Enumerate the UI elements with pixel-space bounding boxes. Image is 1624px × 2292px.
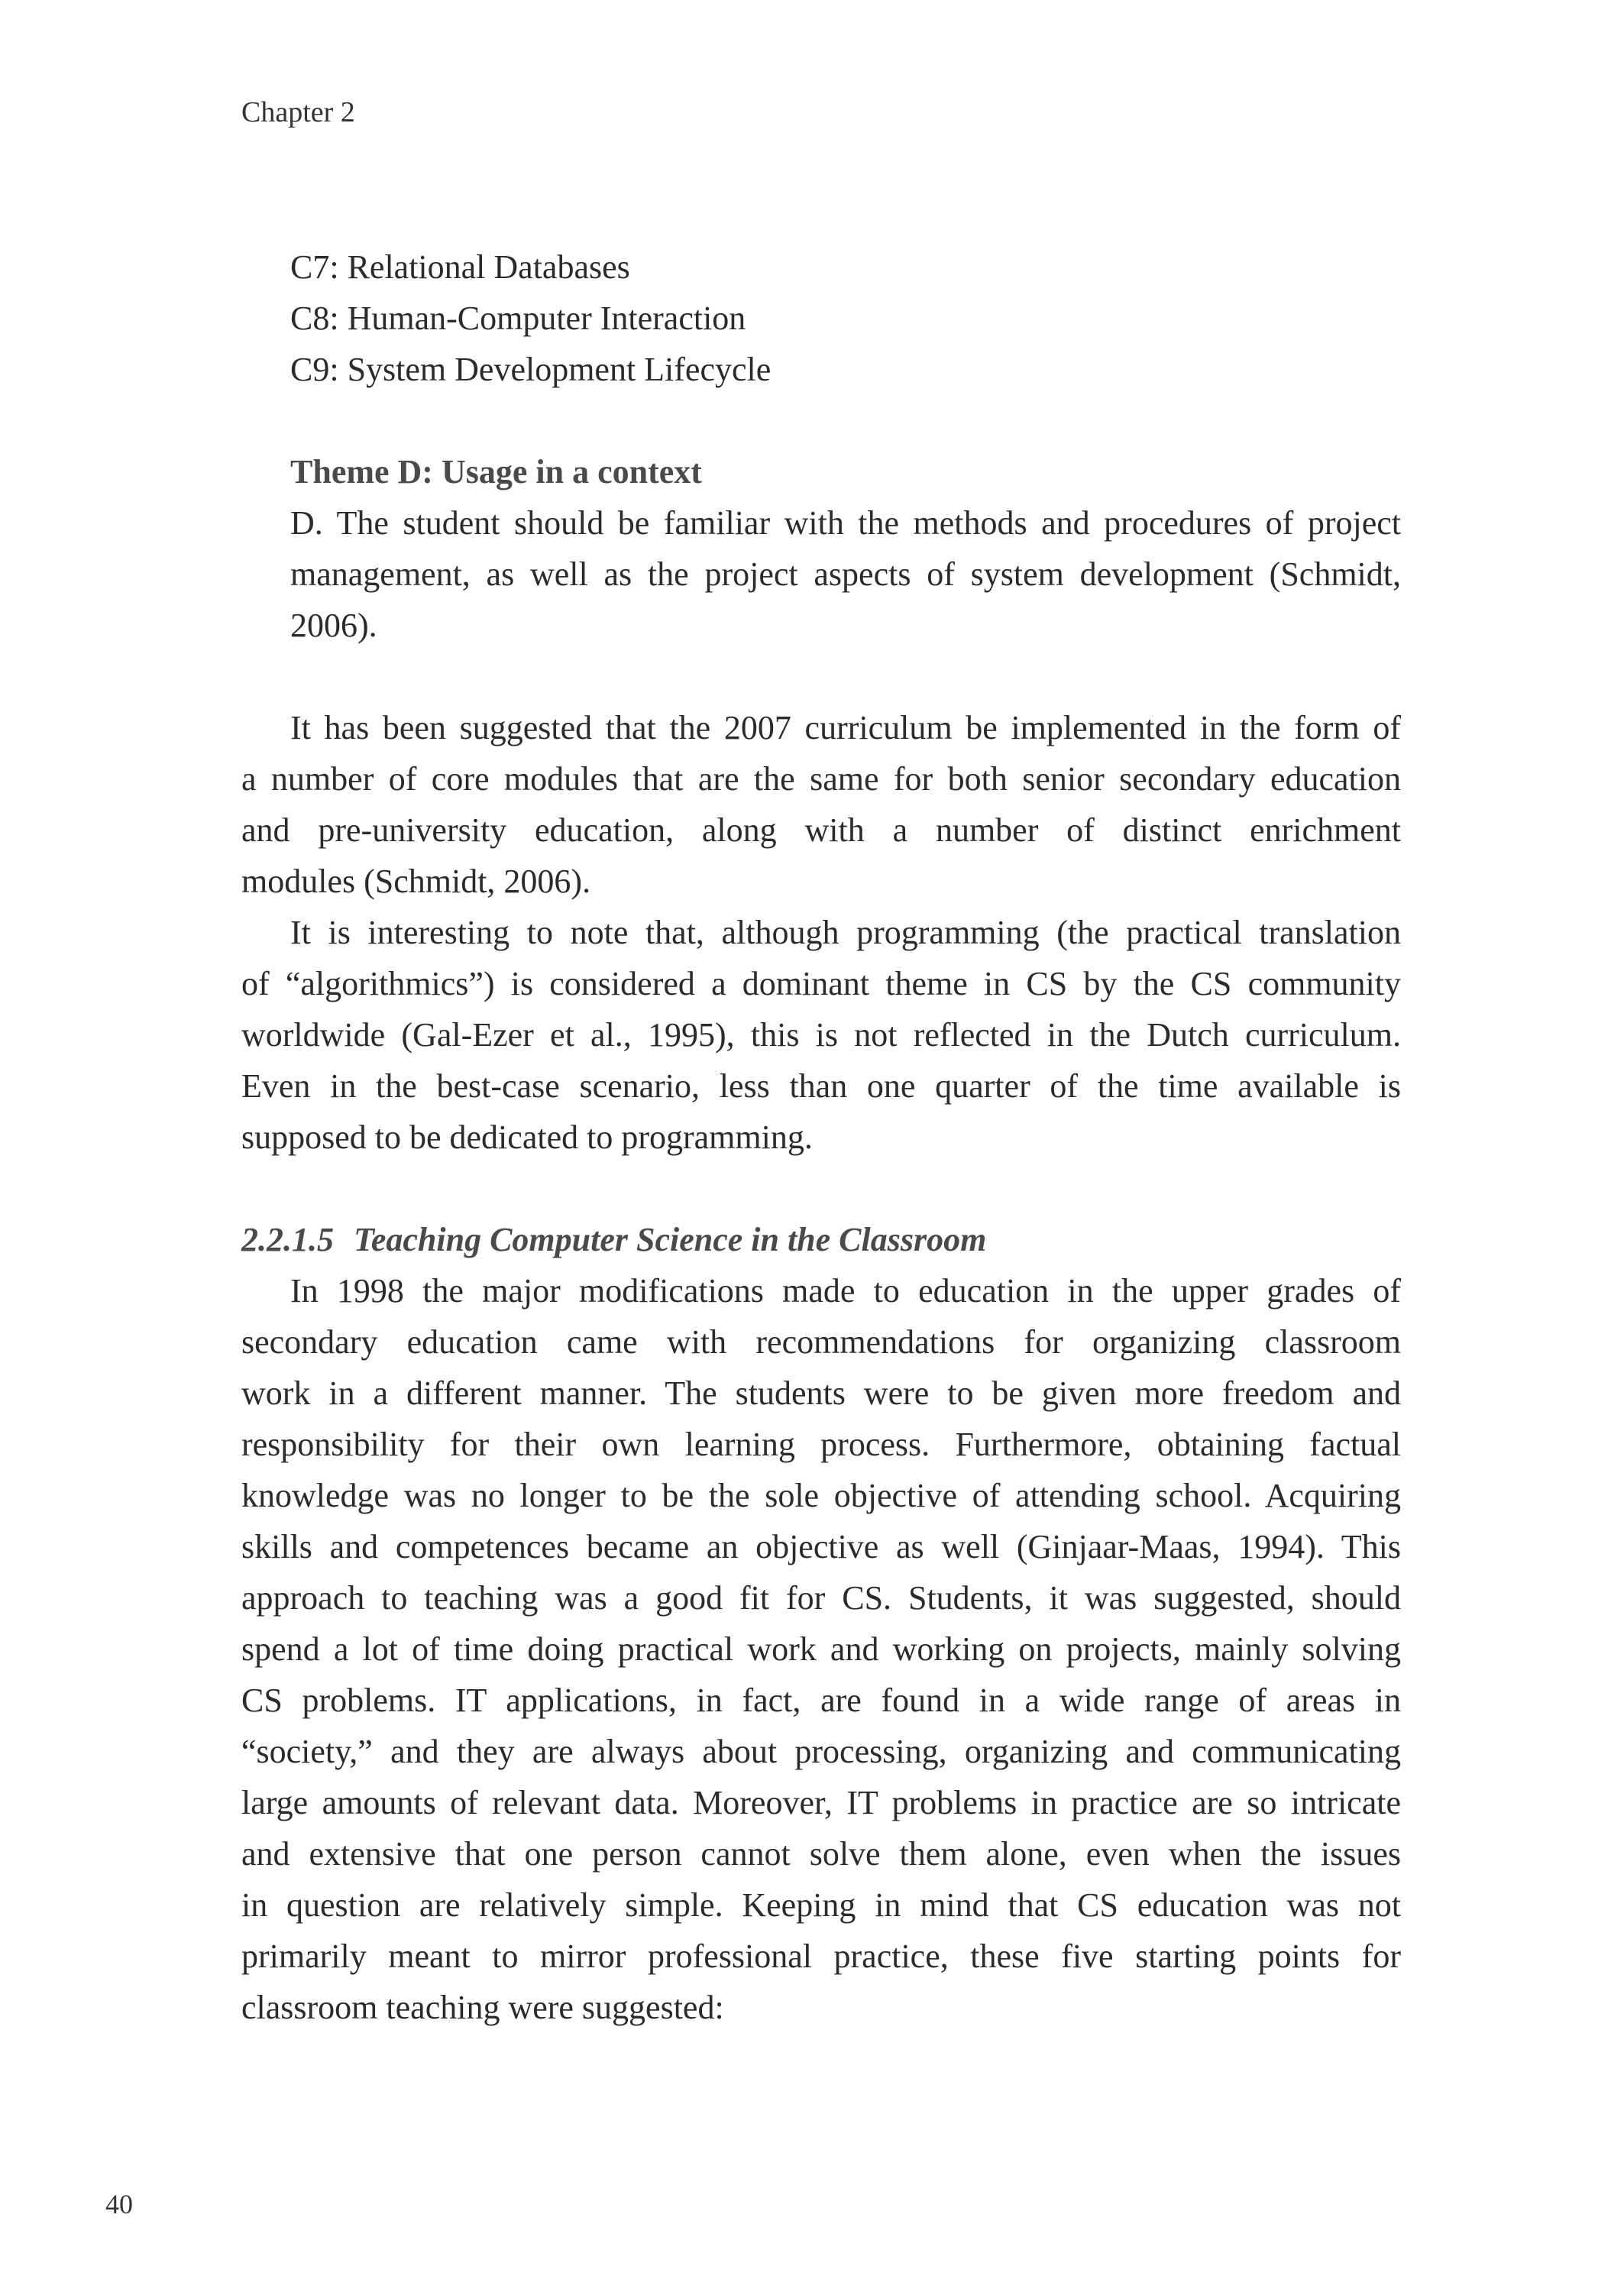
paragraph-line: “society,” and they are always about processing, organizing and communicating — [241, 1733, 1401, 1770]
paragraph-line: a number of core modules that are the same for both senior secondary education — [241, 760, 1401, 798]
section-number: 2.2.1.5 — [241, 1221, 334, 1258]
section-title: Teaching Computer Science in the Classroom — [354, 1221, 987, 1258]
paragraph-line: classroom teaching were suggested: — [241, 1989, 724, 2026]
paragraph-line: In 1998 the major modifications made to education in the upper grades of — [290, 1272, 1401, 1309]
module-list — [241, 241, 1401, 395]
paragraph-line: Even in the best-case scenario, less than one quarter of the time available is — [241, 1067, 1401, 1105]
running-head: Chapter 2 — [241, 96, 355, 128]
paragraph-curriculum — [241, 702, 1401, 907]
theme-d-line: 2006). — [290, 607, 377, 644]
paragraph-line: It has been suggested that the 2007 curriculum be implemented in the form of — [290, 709, 1401, 746]
paragraph-line: large amounts of relevant data. Moreover, IT problems in practice are so intricate — [241, 1784, 1401, 1821]
paragraph-line: secondary education came with recommendations for organizing classroom — [241, 1323, 1401, 1361]
paragraph-line: supposed to be dedicated to programming. — [241, 1118, 813, 1156]
paragraph-line: It is interesting to note that, although programming (the practical translation — [290, 914, 1401, 951]
theme-d-line: management, as well as the project aspects of system development (Schmidt, — [290, 555, 1401, 593]
module-item: C9: System Development Lifecycle — [290, 351, 772, 388]
paragraph-line: and pre-university education, along with a number of distinct enrichment — [241, 811, 1401, 849]
theme-d-heading: Theme D: Usage in a context — [290, 453, 702, 490]
paragraph-line: spend a lot of time doing practical work and working on projects, mainly solving — [241, 1630, 1401, 1668]
section-heading — [241, 1214, 1401, 1265]
paragraph-line: knowledge was no longer to be the sole objective of attending school. Acquiring — [241, 1477, 1401, 1514]
paragraph-line: work in a different manner. The students were to be given more freedom and — [241, 1374, 1401, 1412]
paragraph-line: and extensive that one person cannot solve them alone, even when the issues — [241, 1835, 1401, 1873]
paragraph-line: primarily meant to mirror professional practice, these five starting points for — [241, 1938, 1401, 1975]
paragraph-line: approach to teaching was a good fit for CS. Students, it was suggested, should — [241, 1579, 1401, 1617]
paragraph-classroom — [241, 1265, 1401, 2033]
paragraph-line: responsibility for their own learning process. Furthermore, obtaining factual — [241, 1426, 1401, 1463]
paragraph-line: skills and competences became an objective as well (Ginjaar-Maas, 1994). This — [241, 1528, 1401, 1565]
paragraph-line: of “algorithmics”) is considered a dominant theme in CS by the CS community — [241, 965, 1401, 1002]
theme-d-block — [241, 446, 1401, 651]
paragraph-programming — [241, 907, 1401, 1163]
page-number: 40 — [105, 2189, 133, 2219]
page-body — [241, 241, 1401, 2033]
paragraph-line: in question are relatively simple. Keeping in mind that CS education was not — [241, 1886, 1401, 1924]
module-item: C7: Relational Databases — [290, 248, 630, 286]
theme-d-line: D. The student should be familiar with the methods and procedures of project — [290, 504, 1401, 542]
paragraph-line: CS problems. IT applications, in fact, are found in a wide range of areas in — [241, 1682, 1401, 1719]
paragraph-line: modules (Schmidt, 2006). — [241, 863, 591, 900]
module-item: C8: Human-Computer Interaction — [290, 299, 746, 337]
paragraph-line: worldwide (Gal-Ezer et al., 1995), this is not reflected in the Dutch curriculum. — [241, 1016, 1401, 1054]
